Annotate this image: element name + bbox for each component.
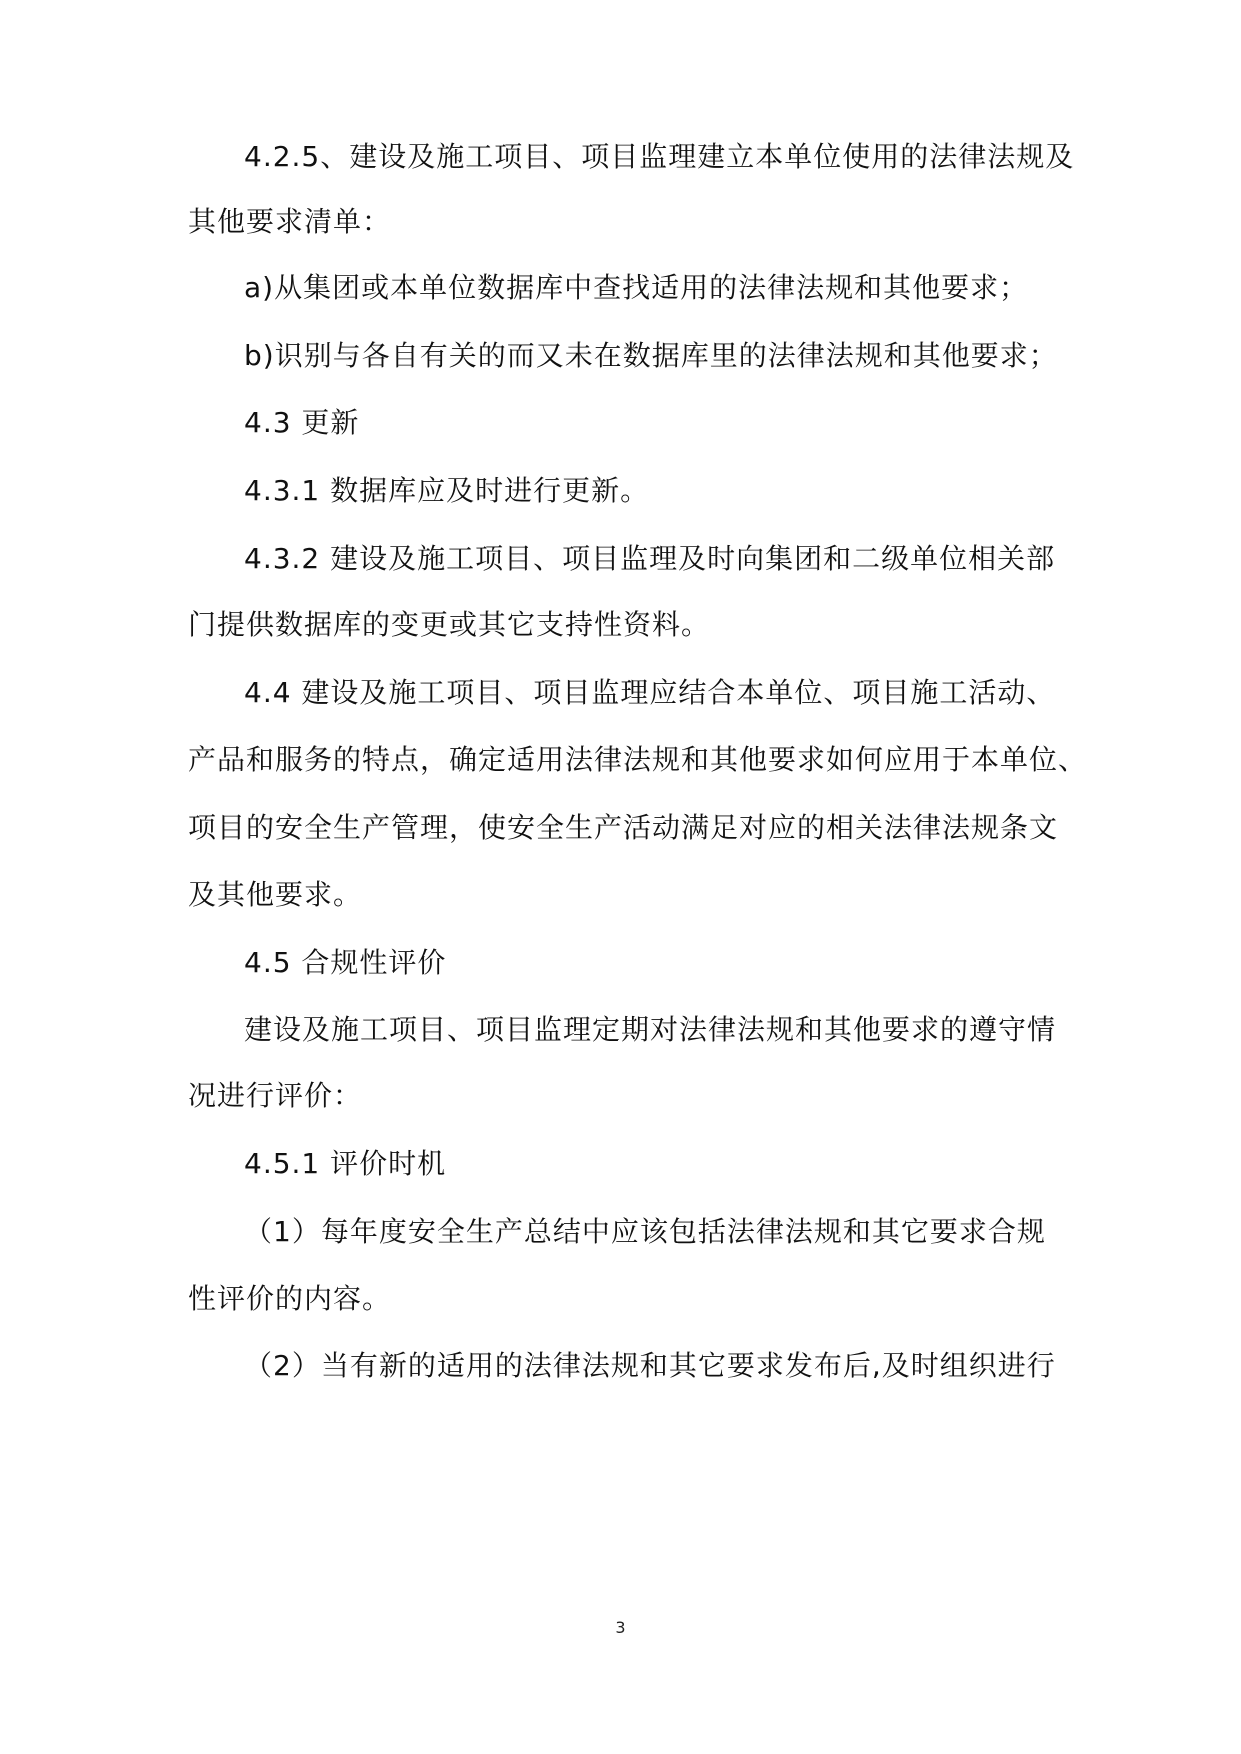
text-line: 门提供数据库的变更或其它支持性资料。 [188,608,711,641]
text-line: 4.2.5、建设及施工项目、项目监理建立本单位使用的法律法规及 [244,140,1075,173]
text-line: 性评价的内容。 [188,1282,392,1315]
text-line: 4.3.1 数据库应及时进行更新。 [244,474,650,507]
text-line: b)识别与各自有关的而又未在数据库里的法律法规和其他要求； [244,339,1058,372]
section-heading: 4.5.1 评价时机 [244,1147,447,1180]
text-line: 4.4 建设及施工项目、项目监理应结合本单位、项目施工活动、 [244,676,1056,709]
text-line: （1）每年度安全生产总结中应该包括法律法规和其它要求合规 [244,1215,1046,1248]
text-line: 项目的安全生产管理，使安全生产活动满足对应的相关法律法规条文 [188,811,1059,844]
section-heading: 4.3 更新 [244,406,360,439]
text-line: 建设及施工项目、项目监理定期对法律法规和其他要求的遵守情 [244,1013,1057,1046]
text-line: 及其他要求。 [188,878,363,911]
text-line: （2）当有新的适用的法律法规和其它要求发布后,及时组织进行 [244,1349,1056,1382]
text-line: 况进行评价： [188,1079,363,1112]
text-line: a)从集团或本单位数据库中查找适用的法律法规和其他要求； [244,271,1029,304]
text-line: 产品和服务的特点，确定适用法律法规和其他要求如何应用于本单位、 [188,743,1088,776]
section-heading: 4.5 合规性评价 [244,946,447,979]
text-line: 其他要求清单： [188,205,392,238]
page-number: 3 [615,1618,626,1637]
text-line: 4.3.2 建设及施工项目、项目监理及时向集团和二级单位相关部 [244,542,1056,575]
